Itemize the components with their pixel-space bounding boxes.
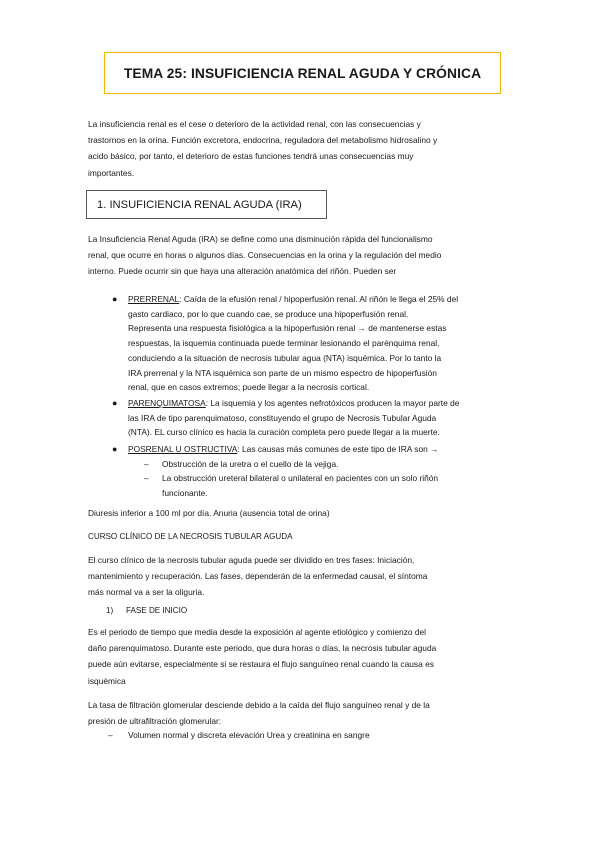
posrenal-line: : Las causas más comunes de este tipo de IRA son → xyxy=(237,444,439,454)
sub-item xyxy=(162,471,522,500)
curso-heading: CURSO CLÍNICO DE LA NECROSIS TUBULAR AGUDA xyxy=(88,532,293,541)
dash-bullet-icon: – xyxy=(108,730,113,740)
parenquimatosa-label: PARENQUIMATOSA xyxy=(128,398,206,408)
bullet-posrenal xyxy=(128,442,520,457)
intro-line: acido básico, por tanto, el deterioro de estas funciones tendrá unas consecuencias muy xyxy=(88,151,414,162)
prerrenal-line: renal, que en casos extremos; puede llegar a la necrosis cortical. xyxy=(128,382,370,393)
section-heading-ira: 1. INSUFICIENCIA RENAL AGUDA (IRA) xyxy=(86,190,327,219)
fase-line: isquémica xyxy=(88,675,126,686)
dash-bullet-icon: – xyxy=(144,473,149,483)
prerrenal-line: : Caída de la efusión renal / hipoperfusión renal. Al riñón le llega el 25% del xyxy=(179,294,459,304)
ira-line: interno. Puede ocurrir sin que haya una alteración anatómica del riñón. Pueden ser xyxy=(88,266,397,277)
posrenal-label: POSRENAL U OSTRUCTIVA xyxy=(128,444,238,454)
bullet-dot-icon: ● xyxy=(112,398,118,408)
page-title: TEMA 25: INSUFICIENCIA RENAL AGUDA Y CRÓNICA xyxy=(104,52,501,94)
fase-heading: FASE DE INICIO xyxy=(126,606,188,615)
tasa-line: presión de ultrafiltración glomerular: xyxy=(88,716,222,727)
last-item: Volumen normal y discreta elevación Urea y creatinina en sangre xyxy=(128,730,370,740)
fase-line: puede aún evitarse, especialmente si se restaura el flujo sanguíneo renal cuando la causa es xyxy=(88,659,434,670)
bullet-parenquimatosa xyxy=(128,396,520,440)
ira-line: renal, que ocurre en horas o algunos días. Consecuencias en la orina y la regulación del medio xyxy=(88,250,442,261)
fase-line: daño parenquimatoso. Durante este periodo, que dura horas o días, la necrosis tubular aguda xyxy=(88,643,437,654)
tasa-paragraph xyxy=(88,697,518,729)
prerrenal-line: conduciendo a la situación de necrosis tubular agua (NTA) isquémica. Por lo tanto la xyxy=(128,352,442,363)
sub-item-line: La obstrucción ureteral bilateral o unilateral en pacientes con un solo riñón xyxy=(162,473,439,483)
prerrenal-line: respuestas, la isquemia continuada puede terminar lesionando el parénquima renal, xyxy=(128,338,440,349)
dash-bullet-icon: – xyxy=(144,459,149,469)
intro-line: importantes. xyxy=(88,167,135,178)
parenquimatosa-line: : La isquemia y los agentes nefrotóxicos producen la mayor parte de xyxy=(205,398,460,408)
curso-line: El curso clínico de la necrosis tubular aguda puede ser dividido en tres fases: Iniciación, xyxy=(88,555,415,565)
intro-paragraph xyxy=(88,116,518,181)
curso-line: mantenimiento y recuperación. Las fases, dependerán de la enfermedad causal, el síntoma xyxy=(88,571,428,582)
intro-line: La insuficiencia renal es el cese o deterioro de la actividad renal, con las consecuencias y xyxy=(88,119,421,129)
ira-line: La Insuficiencia Renal Aguda (IRA) se define como una disminución rápida del funcionalismo xyxy=(88,234,433,244)
bullet-prerrenal xyxy=(128,292,520,395)
prerrenal-label: PRERRENAL xyxy=(128,294,180,304)
prerrenal-line: IRA prerrenal y la NTA isquémica son parte de un mismo espectro de hipoperfusión xyxy=(128,367,437,378)
curso-paragraph xyxy=(88,552,518,601)
tasa-line: La tasa de filtración glomerular desciende debido a la caída del flujo sanguíneo renal y de la xyxy=(88,700,430,710)
sub-item: Obstrucción de la uretra o el cuello de la vejiga. xyxy=(162,459,339,469)
prerrenal-line: gasto cardiaco, por lo que cuando cae, se produce una hipoperfusión renal. xyxy=(128,308,409,319)
diuresis-line: Diuresis inferior a 100 ml por día. Anuria (ausencia total de orina) xyxy=(88,508,330,518)
parenquimatosa-line: (NTA). EL curso clínico es hacia la curación completa pero puede llegar a la muerte. xyxy=(128,427,440,438)
ira-definition xyxy=(88,231,518,280)
bullet-dot-icon: ● xyxy=(112,294,118,304)
bullet-dot-icon: ● xyxy=(112,444,118,454)
prerrenal-line: Representa una respuesta fisiológica a la hipoperfusión renal → de mantenerse estas xyxy=(128,323,447,334)
fase-paragraph xyxy=(88,624,518,689)
sub-item-line: funcionante. xyxy=(162,487,208,498)
parenquimatosa-line: las IRA de tipo parenquimatoso, constituyendo el grupo de Necrosis Tubular Aguda xyxy=(128,412,437,423)
fase-line: Es el periodo de tiempo que media desde la exposición al agente etiológico y comienzo del xyxy=(88,627,427,637)
fase-number: 1) xyxy=(106,606,114,615)
curso-line: más normal va a ser la oliguria. xyxy=(88,587,205,598)
intro-line: trastornos en la orina. Función excretora, endocrina, reguladora del metabolismo hidrosalino y xyxy=(88,135,438,146)
